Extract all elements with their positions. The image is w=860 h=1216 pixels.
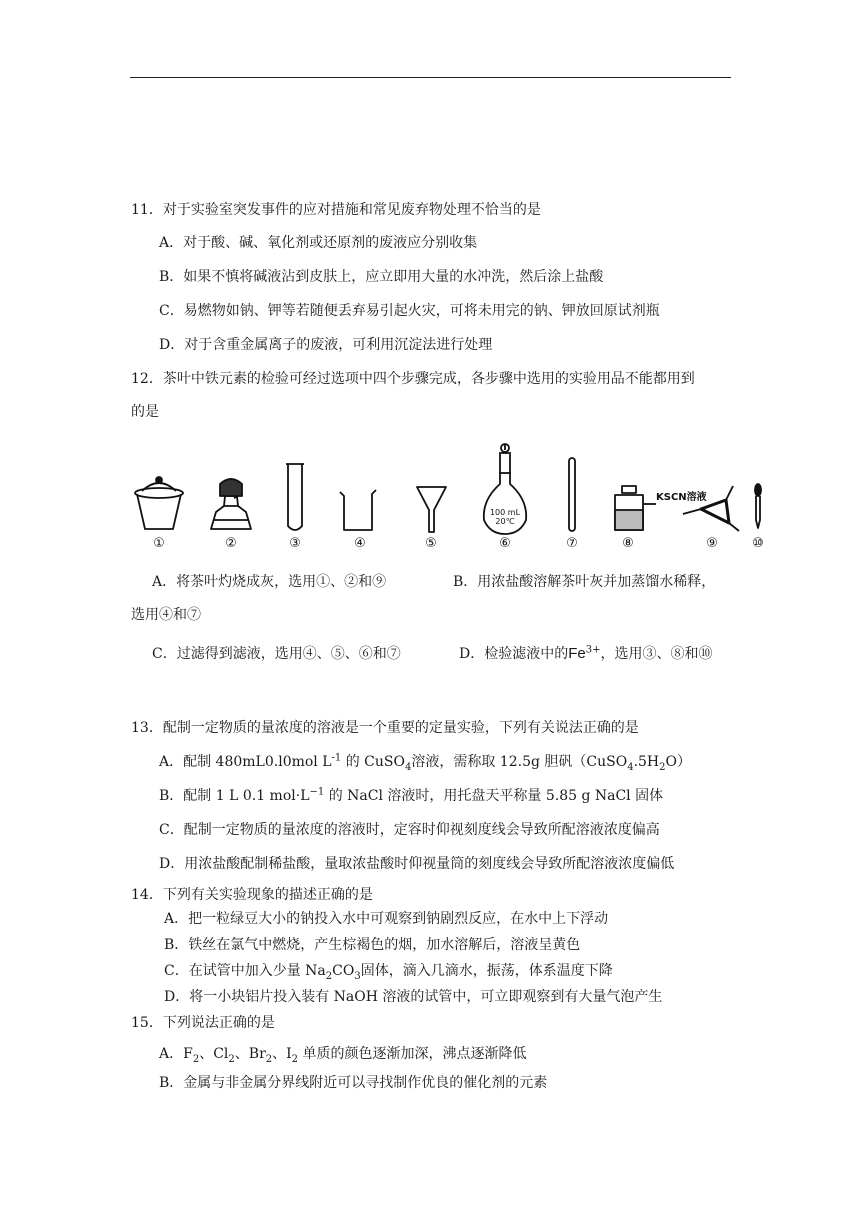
q14-option-c (164, 961, 613, 981)
flask-volume-text: 100 mL (489, 508, 521, 517)
q15-a-sub3: 2 (265, 1053, 273, 1065)
glass-rod-icon (569, 458, 575, 531)
apparatus-label-5: ⑤ (425, 536, 437, 551)
q14-option-a: A．把一粒绿豆大小的钠投入水中可观察到钠剧烈反应，在水中上下浮动 (164, 911, 609, 927)
q12-option-b-line1: B．用浓盐酸溶解茶叶灰并加蒸馏水稀释， (453, 574, 716, 590)
q11-option-c: C．易燃物如钠、钾等若随便丢弃易引起火灾，可将未用完的钠、钾放回原试剂瓶 (159, 303, 660, 319)
q13-option-c: C．配制一定物质的量浓度的溶液时，定容时仰视刻度线会导致所配溶液浓度偏高 (159, 822, 660, 838)
iron-ion-symbol: Fe (568, 645, 586, 662)
q11-option-d: D．对于含重金属离子的废液，可利用沉淀法进行处理 (159, 337, 493, 353)
test-tube-icon (286, 464, 304, 530)
q13-a-part3: 溶液，需称取 12.5g 胆矾（CuSO (411, 754, 628, 770)
q13-a-sub2: 4 (627, 761, 634, 773)
q12-option-c: C．过滤得到滤液，选用④、⑤、⑥和⑦ (152, 646, 401, 662)
reagent-bottle-icon (615, 486, 656, 530)
q14-c-part3: 固体，滴入几滴水，振荡，体系温度下降 (360, 963, 613, 979)
q13-a-sub1: 4 (404, 761, 412, 773)
q13-b-exp: −1 (309, 786, 325, 798)
q12-stem-line1: 12．茶叶中铁元素的检验可经过选项中四个步骤完成，各步骤中选用的实验用品不能都用到 (131, 371, 695, 387)
q12-option-d (459, 644, 713, 664)
q15-a-sub1: 2 (192, 1053, 200, 1065)
apparatus-label-10: ⑩ (752, 536, 764, 551)
q13-a-sub3: 2 (659, 761, 666, 773)
q15-a-part2: 、Cl (199, 1046, 229, 1062)
q15-option-a (159, 1044, 527, 1064)
q13-a-exp: -1 (331, 752, 342, 764)
q14-c-part1: C．在试管中加入少量 Na (164, 963, 326, 979)
q14-c-sub2: 3 (354, 970, 361, 982)
q11-option-a: A．对于酸、碱、氧化剂或还原剂的废液应分别收集 (159, 235, 478, 251)
iron-ion-charge: 3+ (585, 644, 601, 656)
q13-a-part1: A．配制 480mL0.l0mol L (159, 754, 332, 770)
q14-stem: 14．下列有关实验现象的描述正确的是 (131, 887, 373, 903)
q11-option-b: B．如果不慎将碱液沾到皮肤上，应立即用大量的水冲洗，然后涂上盐酸 (159, 269, 604, 285)
q15-a-part3: 、Br (234, 1046, 266, 1062)
lab-apparatus-figure (128, 440, 768, 552)
q13-b-part2: 的 NaCl 溶液时，用托盘天平称量 5.85 g NaCl 固体 (324, 788, 664, 804)
q12-d-prefix: D．检验滤液中的 (459, 646, 569, 662)
apparatus-label-4: ④ (354, 536, 366, 551)
q14-option-d: D．将一小块铝片投入装有 NaOH 溶液的试管中，可立即观察到有大量气泡产生 (164, 989, 663, 1005)
q12-stem-line2: 的是 (131, 404, 159, 420)
kscn-label: KSCN溶液 (656, 492, 707, 503)
q13-b-part1: B．配制 1 L 0.1 mol·L (159, 788, 310, 804)
q13-option-d: D．用浓盐酸配制稀盐酸，量取浓盐酸时仰视量筒的刻度线会导致所配溶液浓度偏低 (159, 856, 675, 872)
crucible-icon (135, 477, 183, 529)
flask-temp-text: 20℃ (495, 517, 515, 526)
q12-option-a: A．将茶叶灼烧成灰，选用①、②和⑨ (152, 574, 387, 590)
q13-a-part2: 的 CuSO (341, 754, 405, 770)
q13-stem: 13．配制一定物质的量浓度的溶液是一个重要的定量实验，下列有关说法正确的是 (131, 720, 639, 736)
header-rule (130, 77, 731, 78)
dropper-icon (755, 484, 761, 528)
q15-a-part5: 单质的颜色逐渐加深，沸点逐渐降低 (298, 1046, 527, 1062)
q15-a-sub2: 2 (228, 1053, 235, 1065)
q12-d-suffix: ，选用③、⑧和⑩ (600, 646, 713, 662)
apparatus-label-2: ② (225, 536, 237, 551)
q13-option-b (159, 786, 663, 806)
apparatus-label-9: ⑨ (706, 536, 718, 551)
apparatus-label-6: ⑥ (499, 536, 511, 551)
q13-option-a (159, 752, 691, 772)
alcohol-lamp-icon (211, 479, 251, 529)
apparatus-label-8: ⑧ (622, 536, 634, 551)
apparatus-label-7: ⑦ (566, 536, 578, 551)
apparatus-label-1: ① (153, 536, 165, 551)
q12-option-b-line2: 选用④和⑦ (131, 607, 201, 623)
q13-a-part5: O） (665, 754, 692, 770)
q11-stem: 11．对于实验室突发事件的应对措施和常见废弃物处理不恰当的是 (131, 202, 541, 218)
q14-c-sub1: 2 (325, 970, 333, 982)
q15-a-sub4: 2 (291, 1053, 299, 1065)
q13-a-part4: .5H (633, 754, 660, 770)
funnel-icon (417, 487, 446, 532)
q14-c-part2: CO (332, 963, 355, 979)
q15-a-part4: 、I (272, 1046, 292, 1062)
apparatus-label-3: ③ (289, 536, 301, 551)
beaker-icon (340, 490, 376, 530)
q15-a-part1: A．F (159, 1046, 193, 1062)
q15-option-b: B．金属与非金属分界线附近可以寻找制作优良的催化剂的元素 (159, 1075, 548, 1091)
q14-option-b: B．铁丝在氯气中燃烧，产生棕褐色的烟，加水溶解后，溶液呈黄色 (164, 937, 581, 953)
q15-stem: 15．下列说法正确的是 (131, 1015, 275, 1031)
